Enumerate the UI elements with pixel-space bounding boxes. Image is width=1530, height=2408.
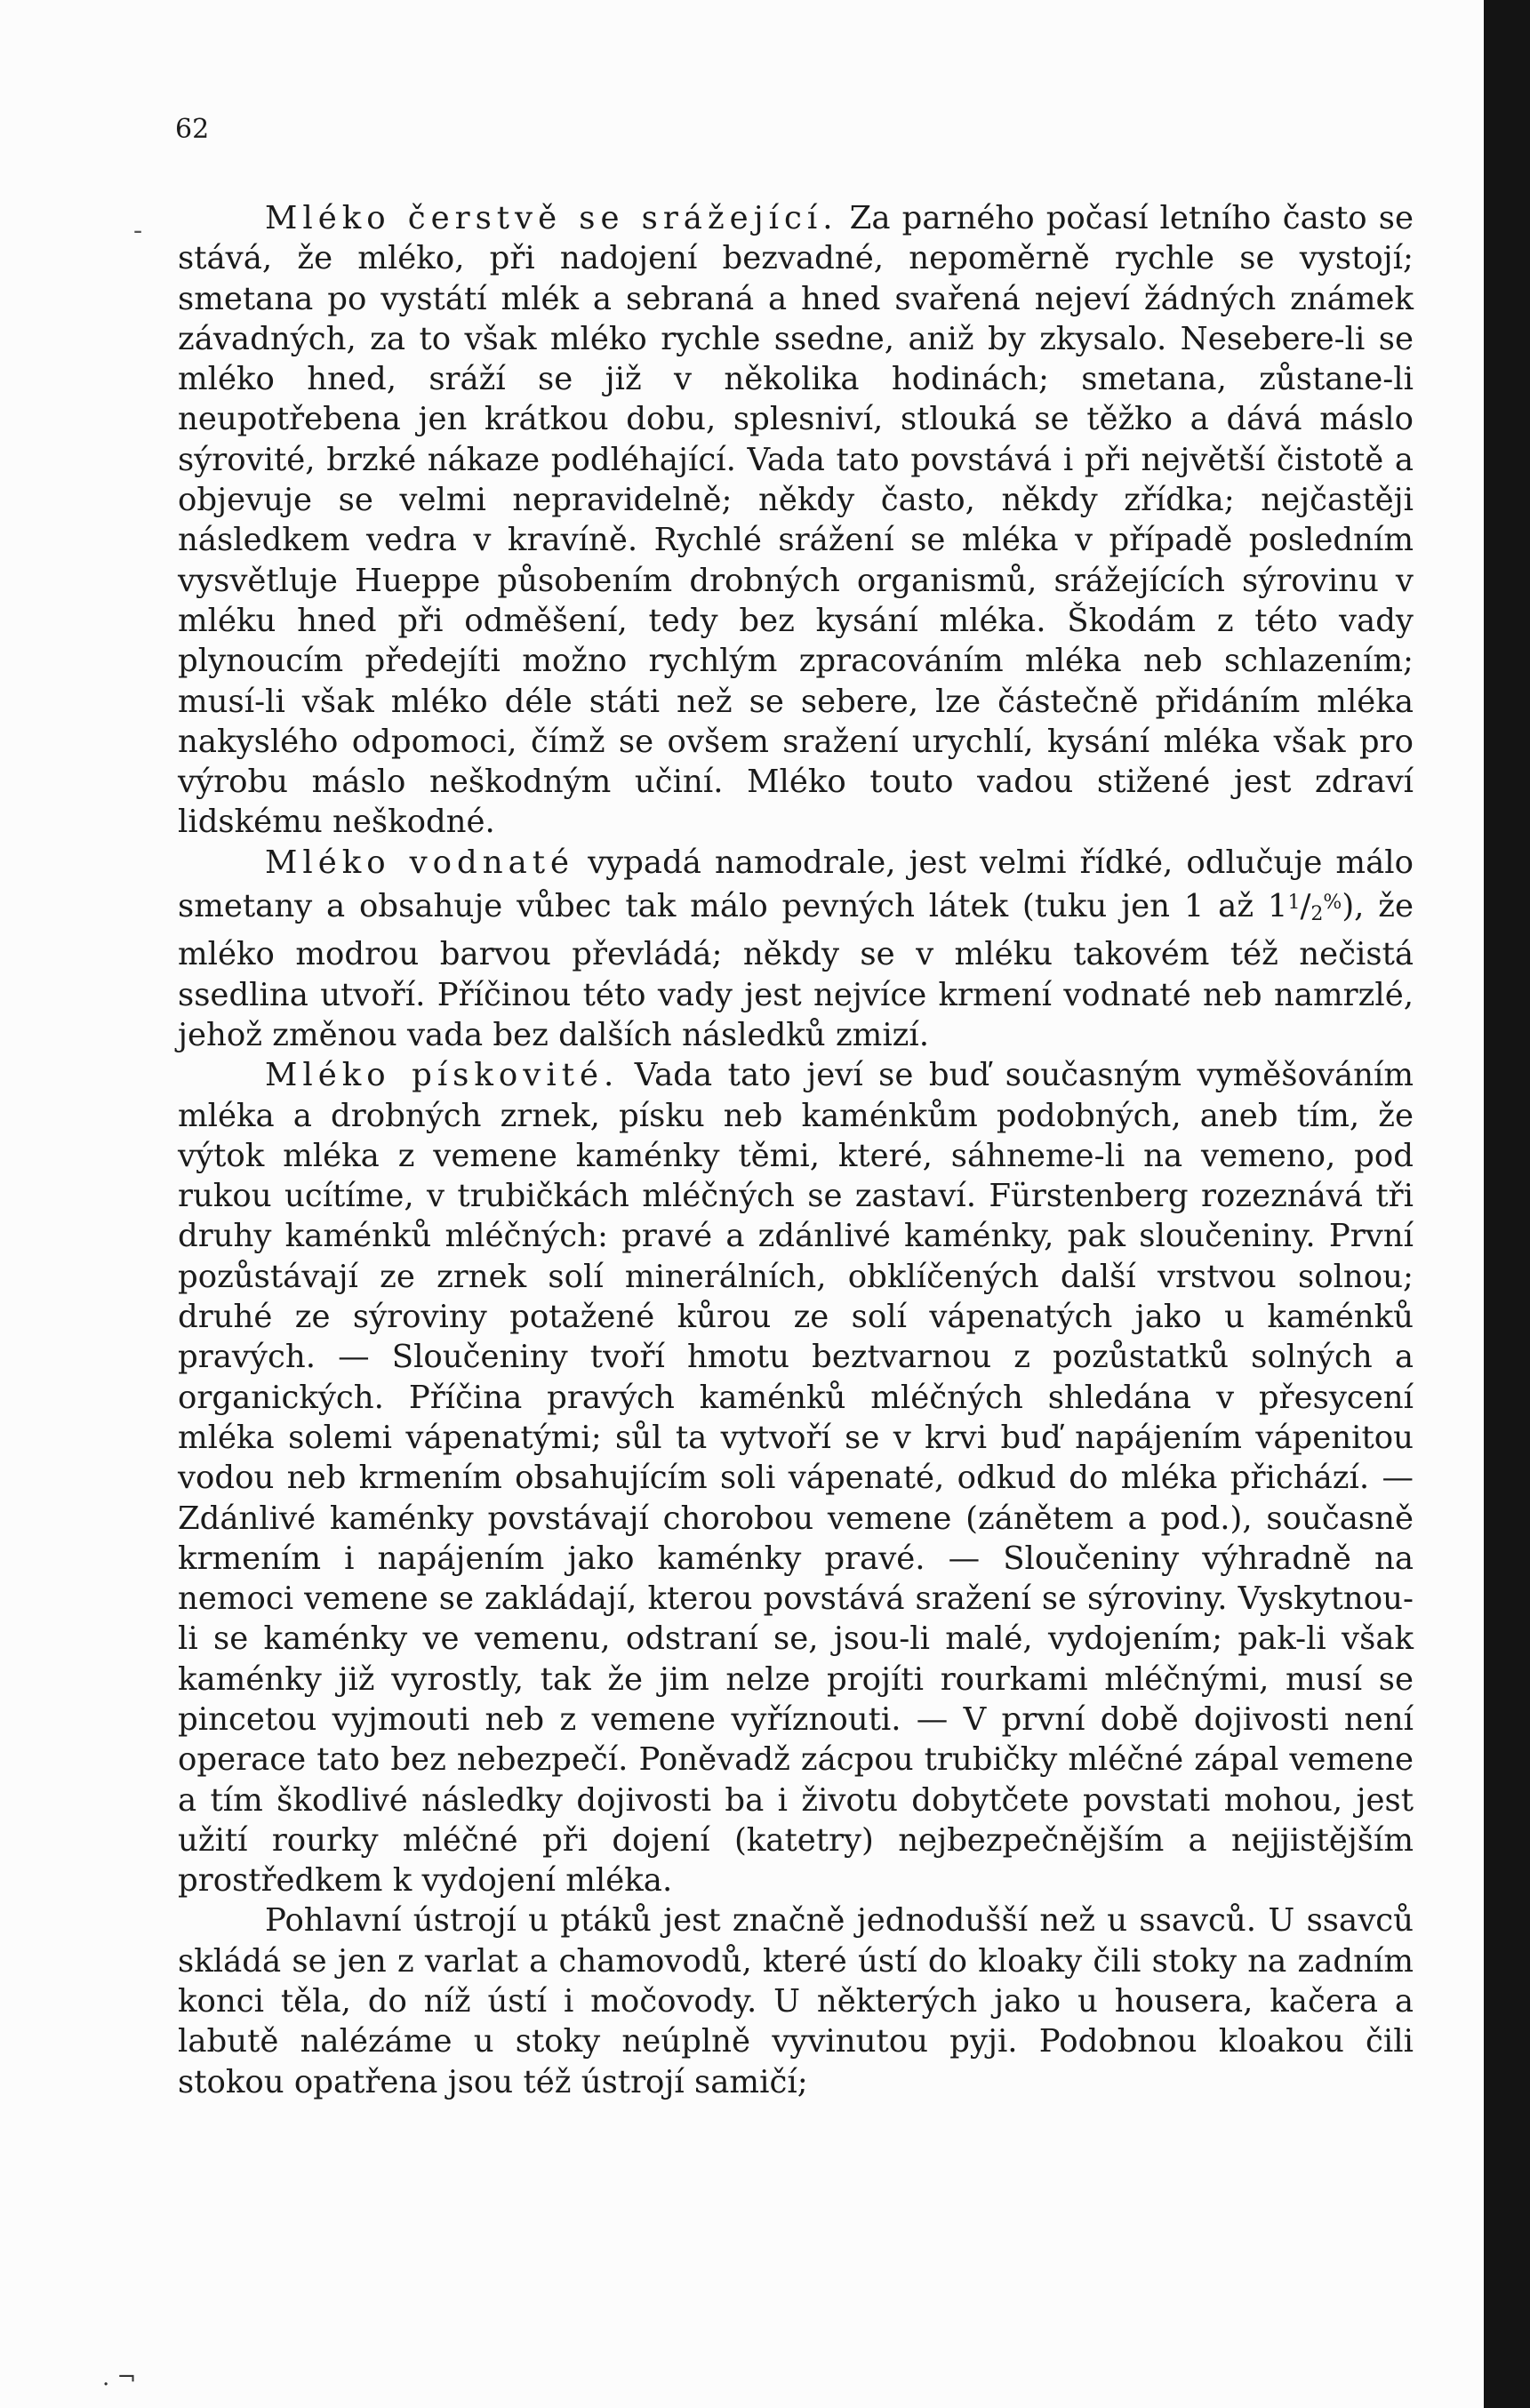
paragraph-text: Za parného počasí letního často se stává, že mléko, při nadojení bezvadné, nepoměrně rychle se vystojí; smetana po vystátí mlék a sebraná a hned svařená nejeví žádných známek závadných, za to však mléko rychle ssedne, aniž by zkysalo. Nesebere-li se mléko hned, sráží se již v několika hodinách; smetana, zůstane-li neupotřebena jen krátkou dobu, splesniví, stlouká se těžko a dává máslo sýrovité, brzké nákaze podléhající. Vada tato povstává i při největší čistotě a objevuje se velmi nepravidelně; někdy často, někdy zřídka; nejčastěji následkem vedra v kravíně. Rychlé srážení se mléka v případě posledním vysvětluje Hueppe působením drobných organismů, srážejících sýrovinu v mléku hned při odměšení, tedy bez kysání mléka. Škodám z této vady plynoucím předejíti možno rychlým zpracováním mléka neb schlazením; musí-li však mléko déle státi než se sebere, lze částečně přidáním mléka nakyslého odpomoci, čímž se ovšem sražení urychlí, kysání mléka však pro výrobu máslo neškodným učiní. Mléko touto vadou stižené jest zdraví lidskému neškodné. [178,200,1414,841]
paragraph-watery-milk [178,843,1414,1055]
paragraph-heading: Mléko pískovité. [265,1057,620,1094]
paragraph-sandy-milk [178,1055,1414,1900]
margin-mark: - [133,215,143,246]
scan-edge-shadow [1484,0,1530,2408]
paragraph-fresh-milk-curdling [178,198,1414,843]
paragraph-heading: Mléko vodnaté [265,844,575,881]
paragraph-text: Vada tato jeví se buď současným vyměšováním mléka a drobných zrnek, písku neb kaménkům podobných, aneb tím, že výtok mléka z vemene kaménky těmi, které, sáhneme-li na vemeno, pod rukou ucítíme, v trubičkách mléčných se zastaví. Fürstenberg rozeznává tři druhy kaménků mléčných: pravé a zdánlivé kaménky, pak sloučeniny. První pozůstávají ze zrnek solí minerálních, obklíčených další vrstvou solnou; druhé ze sýroviny potažené kůrou ze solí vápenatých jako u kaménků pravých. — Sloučeniny tvoří hmotu beztvarnou z pozůstatků solných a organických. Příčina pravých kaménků mléčných shledána v přesycení mléka solemi vápenatými; sůl ta vytvoří se v krvi buď napájením vápenitou vodou neb krmením obsahujícím soli vápenaté, odkud do mléka přichází. — Zdánlivé kaménky povstávají chorobou vemene (zánětem a pod.), současně krmením i napájením jako kaménky pravé. — Sloučeniny výhradně na nemoci vemene se zakládají, kterou povstává sražení se sýroviny. Vyskytnou-li se kaménky ve vemenu, odstraní se, jsou-li malé, vydojením; pak-li však kaménky již vyrostly, tak že jim nelze projíti rourkami mléčnými, musí se pincetou vyjmouti neb z vemene vyříznouti. — V první době dojivosti není operace tato bez nebezpečí. Poněvadž zácpou trubičky mléčné zápal vemene a tím škodlivé následky dojivosti ba i životu dobytčete povstati mohou, jest užití rourky mléčné při dojení (katetry) nejbezpečnějším a nejjistějším prostředkem k vydojení mléka. [178,1057,1414,1900]
paragraph-text: vypadá namodrale, jest velmi řídké, odlučuje málo smetany a obsahuje vůbec tak málo pevných látek (tuku jen 1 až 1 [178,844,1414,925]
paragraph-bird-reproductive-organs [178,1900,1414,2101]
page-number: 62 [175,114,210,145]
paragraph-text: Pohlavní ústrojí u ptáků jest značně jednodušší než u ssavců. U ssavců skládá se jen z varlat a chamovodů, které ústí do kloaky čili stoky na zadním konci těla, do níž ústí i močovody. U některých jako u housera, kačera a labutě nalézáme u stoky neúplně vyvinutou pyji. Podobnou kloakou čili stokou opatřena jsou též ústrojí samičí; [178,1902,1414,2100]
paragraph-heading: Mléko čerstvě se srážející. [265,200,838,236]
body-text [178,198,1414,2102]
fraction-slash: / [1300,888,1311,925]
margin-mark-bottom: . ¬ [102,2364,137,2391]
percent-sign: % [1323,892,1342,915]
fraction-denominator: 2 [1310,903,1324,926]
paragraph-text: ), že mléko modrou barvou převládá; někdy se v mléku takovém též nečistá ssedlina utvoří. Příčinou této vady jest nejvíce krmení vodnaté neb namrzlé, jehož změnou vada bez dalších následků zmizí. [178,888,1414,1053]
fraction-numerator: 1 [1287,892,1301,915]
